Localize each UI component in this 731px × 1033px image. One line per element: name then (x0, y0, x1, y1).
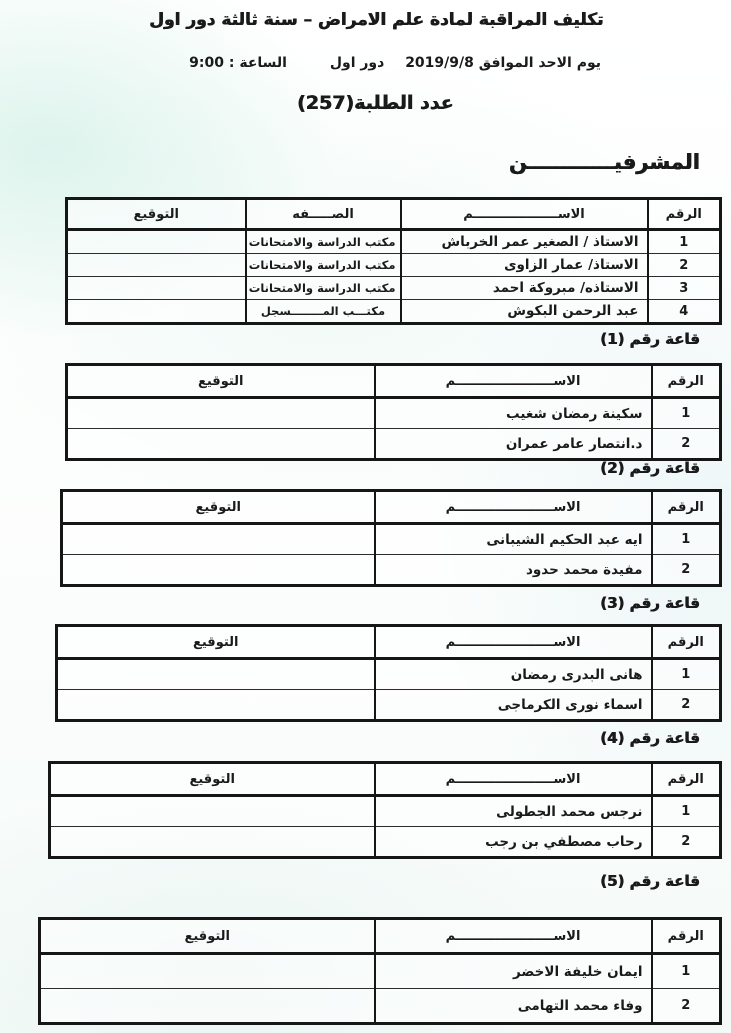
time-text: الساعة : 9:00 (189, 55, 287, 71)
signature-cell (62, 524, 375, 555)
invigilator-name: وفاء محمد التهامى (375, 989, 652, 1024)
document-title: تكليف المراقبة لمادة علم الامراض – سنة ثالثة دور اول (149, 10, 604, 30)
signature-cell (57, 659, 375, 690)
invigilator-name: هانى البدرى رمضان (375, 659, 652, 690)
invigilator-name: نرجس محمد الجطولى (375, 796, 652, 827)
room-4-heading: قاعة رقم (4) (600, 729, 700, 747)
invigilator-name: اسماء نورى الكرماجى (375, 690, 652, 721)
table-row (40, 954, 721, 989)
column-header-signature: التوقيع (50, 763, 375, 796)
table-header-row (62, 491, 721, 524)
table-row (67, 300, 721, 324)
room-3-heading: قاعة رقم (3) (600, 594, 700, 612)
row-number: 2 (652, 429, 721, 460)
column-header-signature: التوقيع (67, 199, 246, 230)
table-row (67, 398, 721, 429)
column-header-name: الاســـــــــــــــــــم (401, 199, 648, 230)
supervisor-role: مكتب الدراسة والامتحانات (246, 230, 401, 254)
row-number: 1 (652, 398, 721, 429)
table-row (57, 690, 721, 721)
date-text: يوم الاحد الموافق 2019/9/8 (405, 55, 601, 71)
invigilator-name: ايمان خليفة الاخضر (375, 954, 652, 989)
column-header-number: الرقم (652, 365, 721, 398)
signature-cell (50, 827, 375, 858)
signature-cell (57, 690, 375, 721)
room-2-table (60, 489, 722, 587)
row-number: 2 (652, 690, 721, 721)
table-header-row (50, 763, 721, 796)
room-2-heading: قاعة رقم (2) (600, 459, 700, 477)
table-row (67, 277, 721, 300)
row-number: 1 (652, 796, 721, 827)
supervisors-table (65, 197, 722, 325)
supervisor-name: الاستاذه/ مبروكة احمد (401, 277, 648, 300)
room-1-heading: قاعة رقم (1) (600, 330, 700, 348)
supervisor-name: الاستاذ / الصغير عمر الخرباش (401, 230, 648, 254)
table-row (67, 254, 721, 277)
row-number: 2 (652, 989, 721, 1024)
signature-cell (67, 300, 246, 324)
supervisor-role: مكتـــب المــــــــسجل (246, 300, 401, 324)
table-row (50, 796, 721, 827)
signature-cell (67, 277, 246, 300)
table-row (57, 659, 721, 690)
row-number: 1 (652, 954, 721, 989)
room-5-table (38, 917, 722, 1025)
column-header-signature: التوقيع (40, 919, 375, 954)
column-header-number: الرقم (652, 763, 721, 796)
column-header-name: الاســــــــــــــــــــــم (375, 763, 652, 796)
table-row (62, 524, 721, 555)
row-number: 2 (652, 827, 721, 858)
invigilator-name: مفيدة محمد حدود (375, 555, 652, 586)
signature-cell (67, 429, 375, 460)
invigilator-name: رحاب مصطفي بن رجب (375, 827, 652, 858)
signature-cell (40, 989, 375, 1024)
supervisor-role: مكتب الدراسة والامتحانات (246, 254, 401, 277)
table-row (67, 429, 721, 460)
supervisor-name: عبد الرحمن البكوش (401, 300, 648, 324)
column-header-role: الصـــــفه (246, 199, 401, 230)
column-header-name: الاســــــــــــــــــــــم (375, 919, 652, 954)
column-header-number: الرقم (648, 199, 721, 230)
invigilator-name: سكينة رمضان شغيب (375, 398, 652, 429)
supervisor-name: الاستاذ/ عمار الزاوى (401, 254, 648, 277)
signature-cell (50, 796, 375, 827)
column-header-name: الاســــــــــــــــــــــم (375, 491, 652, 524)
room-1-table (65, 363, 722, 461)
row-number: 1 (652, 659, 721, 690)
row-number: 1 (648, 230, 721, 254)
signature-cell (40, 954, 375, 989)
invigilator-name: ايه عبد الحكيم الشيبانى (375, 524, 652, 555)
table-header-row (67, 365, 721, 398)
column-header-signature: التوقيع (67, 365, 375, 398)
table-row (50, 827, 721, 858)
students-count: عدد الطلبة(257) (297, 92, 454, 114)
column-header-name: الاســــــــــــــــــــــم (375, 626, 652, 659)
table-row (67, 230, 721, 254)
room-3-table (55, 624, 722, 722)
date-line (189, 55, 601, 71)
signature-cell (67, 254, 246, 277)
row-number: 2 (648, 254, 721, 277)
row-number: 2 (652, 555, 721, 586)
column-header-number: الرقم (652, 491, 721, 524)
room-5-heading: قاعة رقم (5) (600, 872, 700, 890)
table-header-row (40, 919, 721, 954)
column-header-number: الرقم (652, 626, 721, 659)
supervisor-role: مكتب الدراسة والامتحانات (246, 277, 401, 300)
row-number: 3 (648, 277, 721, 300)
invigilator-name: د.انتصار عامر عمران (375, 429, 652, 460)
signature-cell (62, 555, 375, 586)
signature-cell (67, 230, 246, 254)
row-number: 1 (652, 524, 721, 555)
table-row (40, 989, 721, 1024)
table-header-row (67, 199, 721, 230)
column-header-name: الاســــــــــــــــــــــم (375, 365, 652, 398)
table-row (62, 555, 721, 586)
supervisors-heading: المشرفيــــــــــــن (509, 150, 700, 174)
column-header-number: الرقم (652, 919, 721, 954)
row-number: 4 (648, 300, 721, 324)
room-4-table (48, 761, 722, 859)
table-header-row (57, 626, 721, 659)
signature-cell (67, 398, 375, 429)
column-header-signature: التوقيع (57, 626, 375, 659)
round-text: دور اول (329, 55, 385, 71)
column-header-signature: التوقيع (62, 491, 375, 524)
